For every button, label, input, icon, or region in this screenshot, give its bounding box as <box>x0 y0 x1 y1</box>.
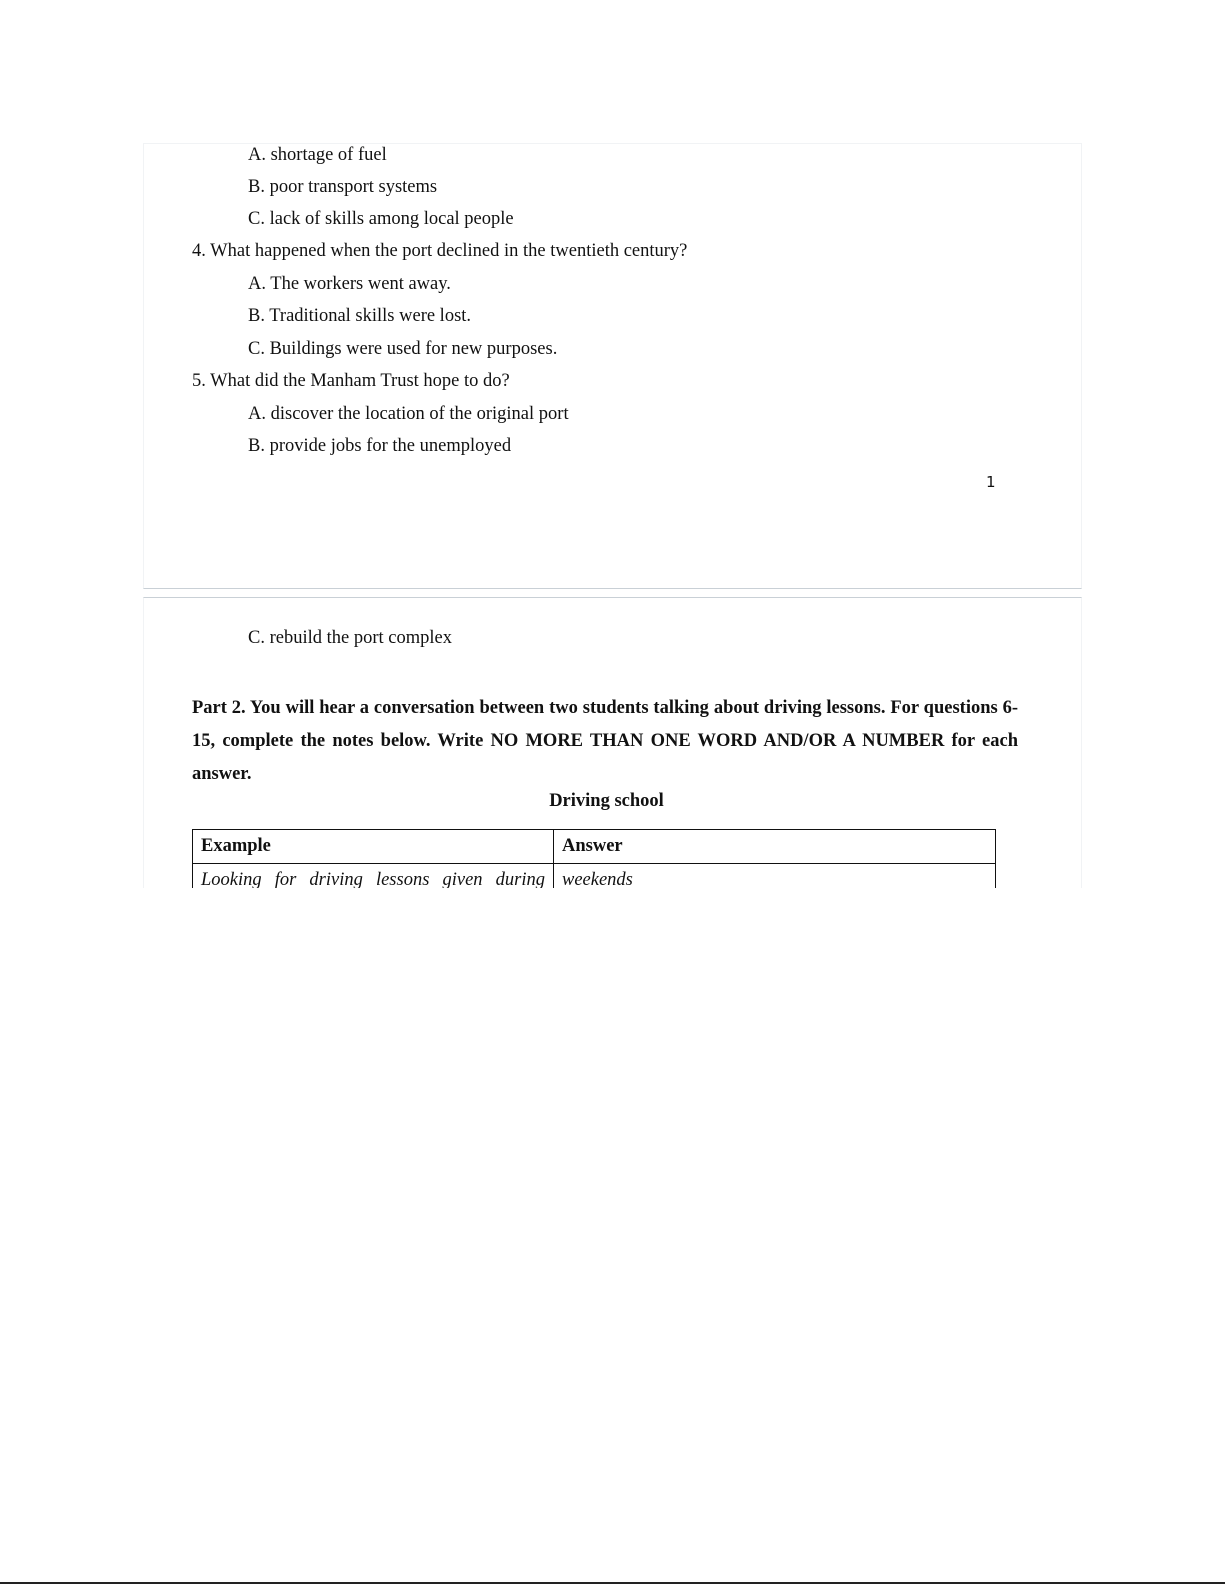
q3-option-c: C. lack of skills among local people <box>248 209 514 229</box>
q4-option-b: B. Traditional skills were lost. <box>248 306 472 326</box>
answer-cell: weekends <box>554 864 996 889</box>
table-header-row <box>193 830 996 864</box>
page-2-fragment <box>143 597 1082 888</box>
page-1-fragment <box>143 143 1082 589</box>
example-cell <box>193 864 554 889</box>
q4-option-a: A. The workers went away. <box>248 274 451 294</box>
table-title: Driving school <box>549 791 664 811</box>
q5-option-a: A. discover the location of the original port <box>248 404 569 424</box>
question-4: 4. What happened when the port declined in the twentieth century? <box>192 241 688 261</box>
q3-option-a: A. shortage of fuel <box>248 145 387 165</box>
page-number: 1 <box>986 473 996 491</box>
question-5: 5. What did the Manham Trust hope to do? <box>192 371 510 391</box>
q4-option-c: C. Buildings were used for new purposes. <box>248 339 558 359</box>
q3-option-b: B. poor transport systems <box>248 177 438 197</box>
q5-option-b: B. provide jobs for the unemployed <box>248 436 512 456</box>
header-answer: Answer <box>554 830 996 864</box>
q5-option-c: C. rebuild the port complex <box>248 628 452 648</box>
notes-table <box>192 829 996 888</box>
bottom-border <box>0 1582 1225 1584</box>
table-row <box>193 864 996 889</box>
part-2-instructions: Part 2. You will hear a conversation between two students talking about driving lessons. For questions 6-15, complete the notes below. Write NO MORE THAN ONE WORD AND/OR A NUMBER for each answer. <box>192 698 1018 784</box>
example-text: Looking for driving lessons given during <box>201 870 545 888</box>
header-example: Example <box>193 830 554 864</box>
